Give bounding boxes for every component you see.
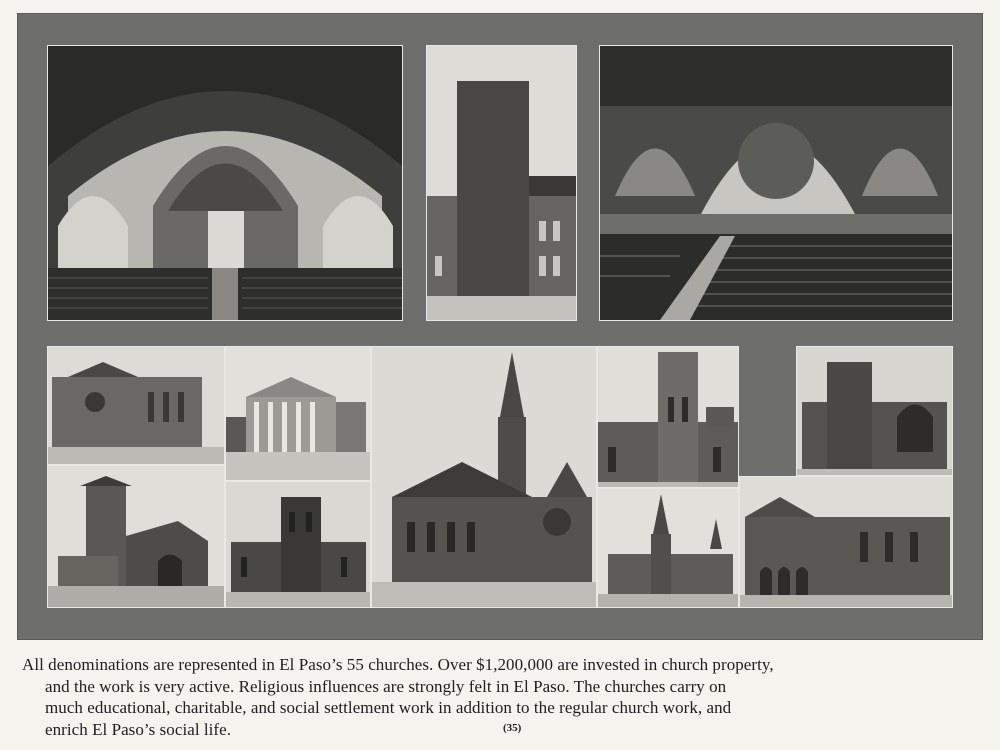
photo-church-temple-portico xyxy=(225,346,371,481)
caption-line-1: All denominations are represented in El Paso’s 55 churches. Over $1,200,000 are invested in church property, xyxy=(22,655,774,674)
photo-church-belltower-brick xyxy=(47,465,225,608)
photo-church-brick-square-tower xyxy=(225,481,371,608)
caption-line-3: much educational, charitable, and social settlement work in addition to the regular church work, and xyxy=(45,698,732,717)
photo-church-brick-arcade xyxy=(739,476,953,608)
photo-plate xyxy=(17,13,983,640)
photo-church-stone-tower xyxy=(597,346,739,488)
photo-church-stone-gothic xyxy=(796,346,953,476)
photo-church-classical-1 xyxy=(47,346,225,465)
photo-church-twin-spires xyxy=(597,488,739,608)
photo-church-spire-large xyxy=(371,346,597,608)
photo-church-interior-decorated xyxy=(599,45,953,321)
caption-line-4: enrich El Paso’s social life. xyxy=(45,719,232,739)
caption-line-2: and the work is very active. Religious influences are strongly felt in El Paso. The churches carry on xyxy=(45,676,727,696)
photo-church-tower xyxy=(426,45,577,321)
page-number: (35) xyxy=(503,722,522,734)
photo-church-interior-gothic xyxy=(47,45,403,321)
